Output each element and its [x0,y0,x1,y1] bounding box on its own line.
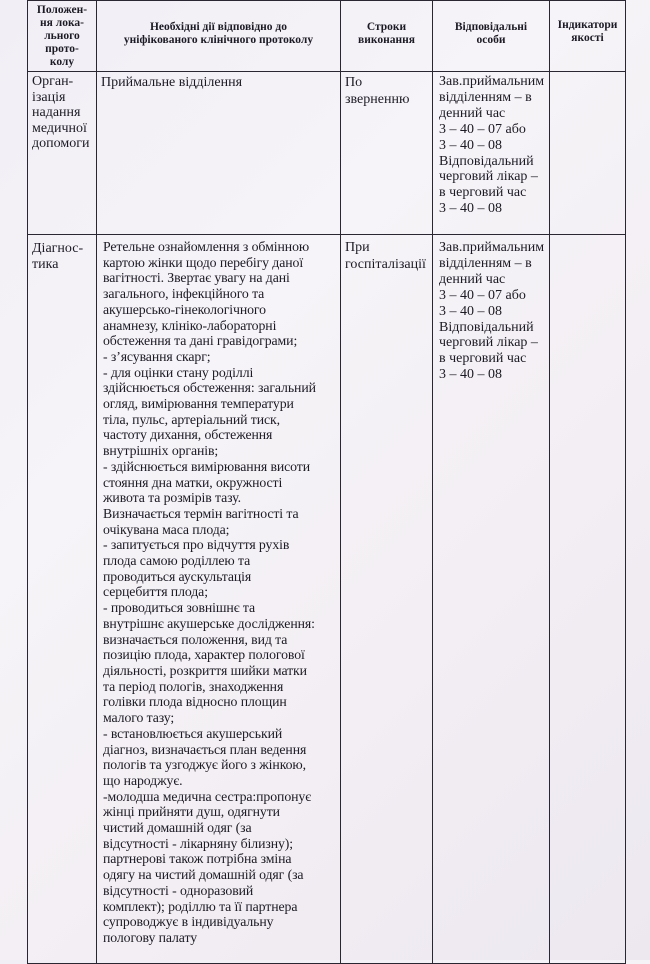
row-actions-cell [97,72,341,235]
row-terms-cell [341,72,433,235]
row-actions-text: Ретельне ознайомлення з обмінною картою жінки щодо перебігу даної вагітності. Звертає увагу на дані загального, інфекційного та акушерсько-гінекологічного анамнезу, клініко-лабораторні обстеження та дані гравідограми; - з’ясування скарг; - для оцінки стану роділлі здійснюється обстеження: загальний огляд, вимірювання температури тіла, пульс, артеріальний тиск, частоту дихання, обстеження внутрішніх органів; - здійснюється вимірювання висоти стояння дна матки, окружності живота та розмірів тазу. Визначається термін вагітності та очікувана маса плода; - запитується про відчуття рухів плода самою роділлею та проводиться аускультація серцебиття плода; - проводиться зовнішнє та внутрішнє акушерське дослідження: визначається положення, вид та позицію плода, характер пологової діяльності, розкриття шийки матки та період пологів, знаходження голівки плода відносно площин малого тазу; - встановлюється акушерський діагноз, визначається план ведення пологів та узгоджує його з жінкою, що народжує. -молодша медична сестра:пропонує жінці прийняти душ, одягнути чистий домашній одяг (за відсутності - лікарняну білизну); партнерові також потрібна зміна одягу на чистий домашній одяг (за відсутності - одноразовий комплект); роділлю та її партнера супроводжує в індивідуальну пологову палату [103,239,316,945]
row-terms-text: По зверненню [345,75,410,107]
table-row [28,72,626,235]
header-responsible-text: Відповідальні особи [454,21,528,46]
header-indicators [550,1,626,72]
header-responsible [433,1,550,72]
row-responsible-text: Зав.приймальним відділенням – в денний час 3 – 40 – 07 або 3 – 40 – 08 Відповідальний черговий лікар – в черговий час 3 – 40 – 08 [439,240,545,383]
header-position [28,1,97,72]
row-terms-cell [341,235,433,964]
protocol-table [27,0,626,964]
table-header-row [28,1,626,72]
header-actions-text: Необхідні дії відповідно до уніфікованого клінічного протоколу [123,21,314,46]
row-indicators-text [550,72,625,75]
row-responsible-cell [433,235,550,964]
row-indicators-cell [550,235,626,964]
row-responsible-text: Зав.приймальним відділенням – в денний час 3 – 40 – 07 або 3 – 40 – 08 Відповідальний черговий лікар – в черговий час 3 – 40 – 08 [439,74,545,217]
row-actions-cell [97,235,341,964]
row-position-text: Орган- ізація надання медичної допомоги [32,74,90,152]
row-position-cell [28,72,97,235]
header-position-text: Положен- ня лока- льного прото- колу [36,3,88,68]
row-position-text: Діагнос- тика [32,241,84,272]
header-indicators-text: Індикатори якості [557,19,618,44]
row-position-cell [28,235,97,964]
header-terms-text: Строки виконання [358,21,415,46]
row-indicators-text [550,235,625,238]
row-actions-text: Приймальне відділення [101,75,243,90]
header-actions [97,1,341,72]
row-responsible-cell [433,72,550,235]
row-terms-text: При госпіталізації [345,240,426,272]
header-terms [341,1,433,72]
table-row [28,235,626,964]
row-indicators-cell [550,72,626,235]
